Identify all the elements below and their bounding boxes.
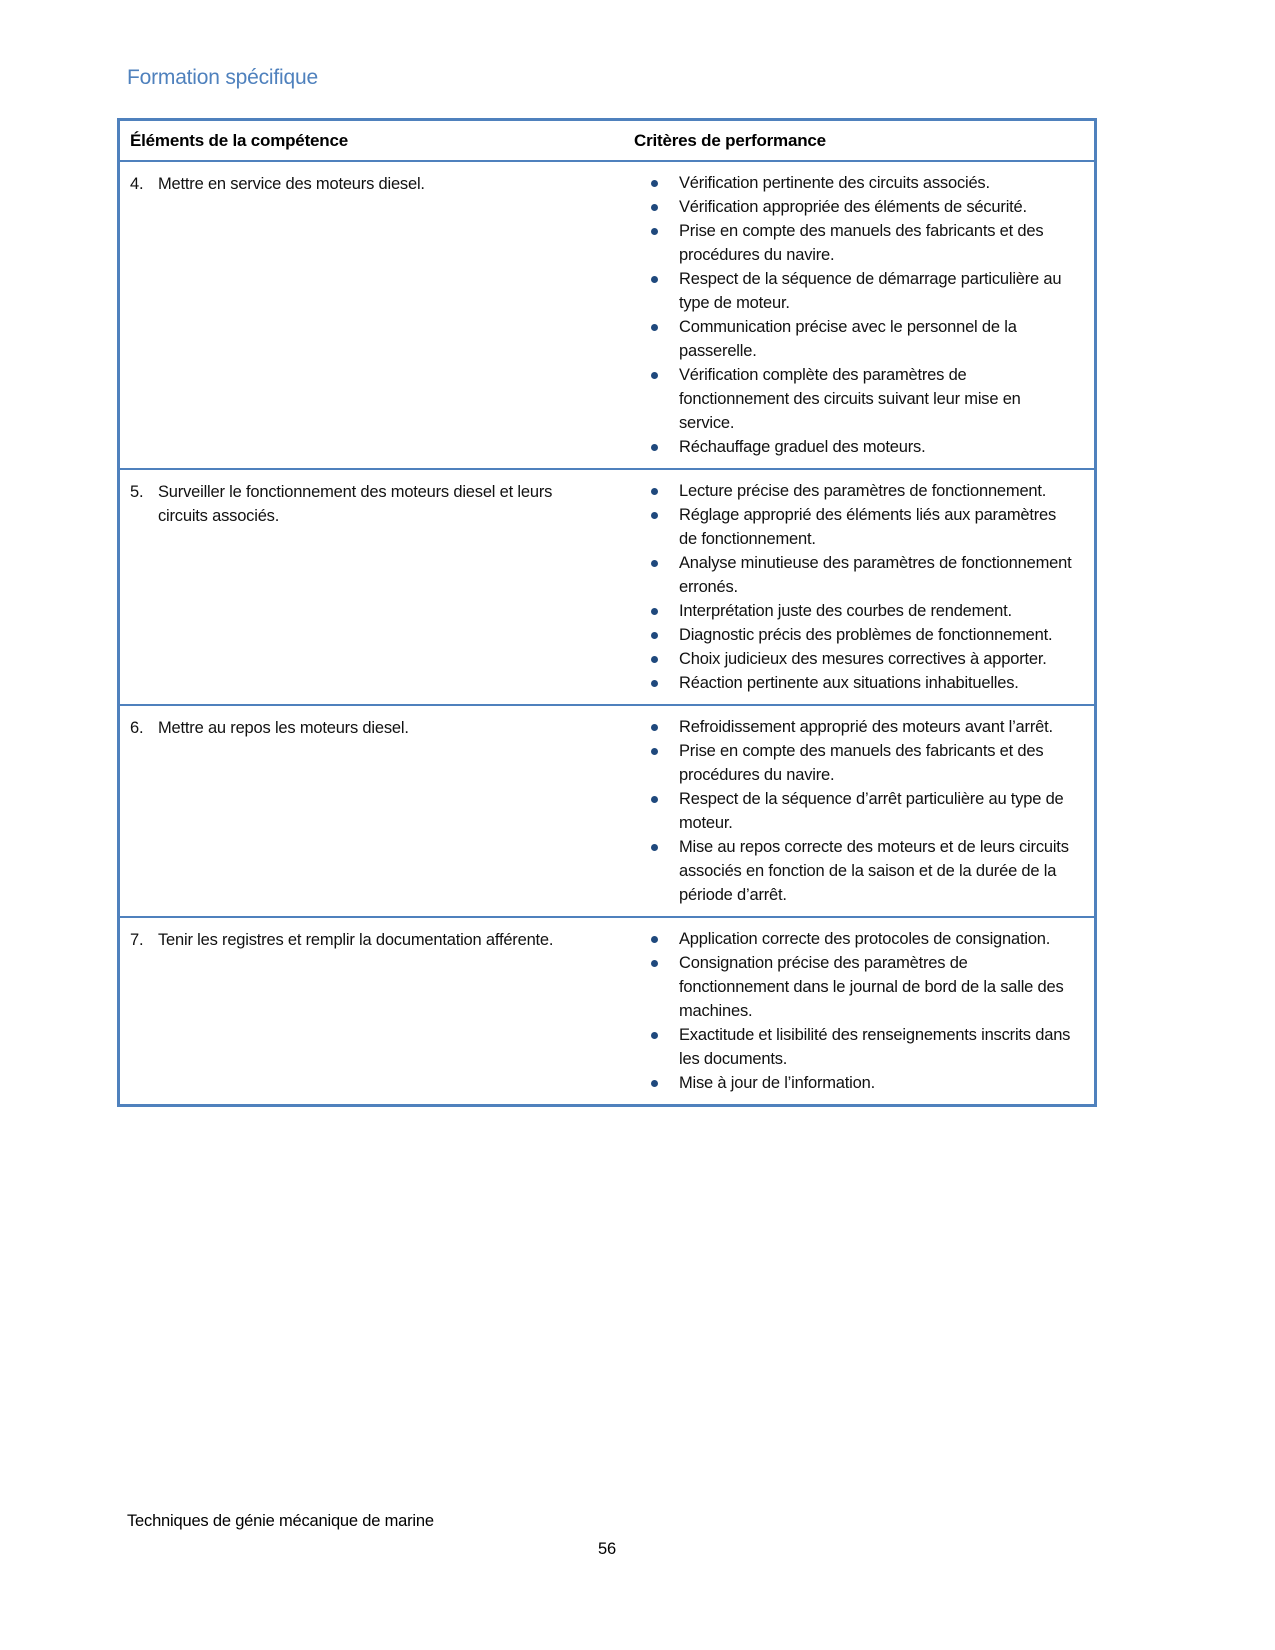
criteria-item: Refroidissement approprié des moteurs avant l’arrêt. [617, 715, 1074, 739]
element-text: Mettre en service des moteurs diesel. [158, 175, 425, 193]
criteria-item: Réaction pertinente aux situations inhabituelles. [617, 671, 1074, 695]
footer-program-name: Techniques de génie mécanique de marine [127, 1512, 434, 1530]
criteria-item: Diagnostic précis des problèmes de fonctionnement. [617, 623, 1074, 647]
criteria-item: Mise au repos correcte des moteurs et de leurs circuits associés en fonction de la saison et de la durée de la période d’arrêt. [617, 835, 1074, 907]
criteria-item: Respect de la séquence d’arrêt particulière au type de moteur. [617, 787, 1074, 835]
element-cell [120, 706, 617, 916]
page-number: 56 [598, 1540, 616, 1558]
criteria-item: Communication précise avec le personnel de la passerelle. [617, 315, 1074, 363]
criteria-cell [617, 918, 1094, 1104]
criteria-item: Analyse minutieuse des paramètres de fonctionnement erronés. [617, 551, 1074, 599]
criteria-cell [617, 470, 1094, 704]
criteria-item: Exactitude et lisibilité des renseignements inscrits dans les documents. [617, 1023, 1074, 1071]
criteria-item: Respect de la séquence de démarrage particulière au type de moteur. [617, 267, 1074, 315]
row-number: 5. [130, 483, 144, 501]
criteria-item: Réglage approprié des éléments liés aux paramètres de fonctionnement. [617, 503, 1074, 551]
criteria-item: Mise à jour de l’information. [617, 1071, 1074, 1095]
table-header-row [120, 121, 1094, 162]
criteria-cell [617, 162, 1094, 468]
row-number: 6. [130, 719, 144, 737]
column-header-elements: Éléments de la compétence [130, 131, 348, 150]
criteria-cell [617, 706, 1094, 916]
criteria-item: Réchauffage graduel des moteurs. [617, 435, 1074, 459]
criteria-item: Choix judicieux des mesures correctives à apporter. [617, 647, 1074, 671]
competency-table [117, 118, 1097, 1107]
column-header-criteria: Critères de performance [634, 131, 826, 150]
criteria-item: Prise en compte des manuels des fabricants et des procédures du navire. [617, 219, 1074, 267]
table-row [120, 162, 1094, 470]
criteria-item: Prise en compte des manuels des fabricants et des procédures du navire. [617, 739, 1074, 787]
element-cell [120, 470, 617, 704]
table-row [120, 918, 1094, 1104]
element-cell [120, 918, 617, 1104]
table-row [120, 706, 1094, 918]
row-number: 7. [130, 931, 144, 949]
table-row [120, 470, 1094, 706]
element-text: Tenir les registres et remplir la documentation afférente. [158, 931, 554, 949]
criteria-item: Interprétation juste des courbes de rendement. [617, 599, 1074, 623]
section-heading: Formation spécifique [127, 66, 318, 89]
element-cell [120, 162, 617, 468]
criteria-list [617, 479, 1074, 695]
criteria-item: Application correcte des protocoles de consignation. [617, 927, 1074, 951]
criteria-item: Consignation précise des paramètres de fonctionnement dans le journal de bord de la salle des machines. [617, 951, 1074, 1023]
element-text: Surveiller le fonctionnement des moteurs diesel et leurs circuits associés. [158, 483, 553, 525]
element-text: Mettre au repos les moteurs diesel. [158, 719, 409, 737]
criteria-item: Vérification complète des paramètres de fonctionnement des circuits suivant leur mise en service. [617, 363, 1074, 435]
criteria-list [617, 927, 1074, 1095]
criteria-list [617, 171, 1074, 459]
criteria-item: Vérification pertinente des circuits associés. [617, 171, 1074, 195]
row-number: 4. [130, 175, 144, 193]
criteria-list [617, 715, 1074, 907]
criteria-item: Vérification appropriée des éléments de sécurité. [617, 195, 1074, 219]
criteria-item: Lecture précise des paramètres de fonctionnement. [617, 479, 1074, 503]
